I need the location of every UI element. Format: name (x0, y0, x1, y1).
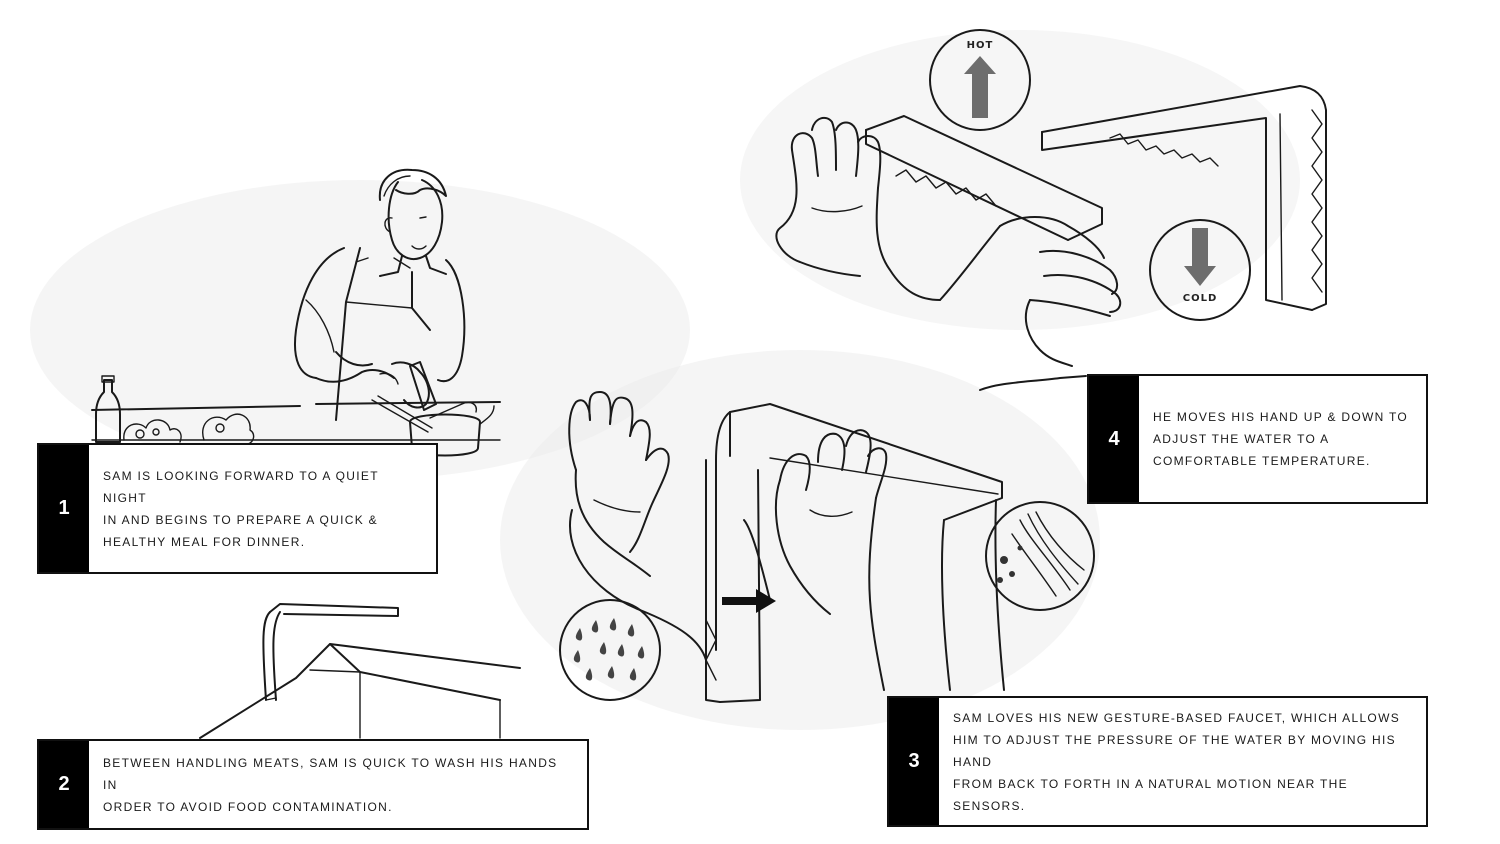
panel-number-4: 4 (1089, 376, 1139, 502)
caption-text-4-wrap (1139, 376, 1426, 502)
caption-panel-3 (887, 696, 1428, 827)
caption-text-3-wrap (939, 698, 1426, 825)
hot-label: HOT (966, 40, 994, 51)
caption-text-2-wrap (89, 741, 587, 828)
caption-panel-1 (37, 443, 438, 574)
caption-text-2: BETWEEN HANDLING MEATS, SAM IS QUICK TO WASH HIS HANDS IN ORDER TO AVOID FOOD CONTAMINATION. (103, 755, 558, 814)
panel-number-1: 1 (39, 445, 89, 572)
panel-number-2: 2 (39, 741, 89, 828)
caption-text-4: HE MOVES HIS HAND UP & DOWN TO ADJUST THE WATER TO A COMFORTABLE TEMPERATURE. (1153, 410, 1409, 468)
caption-text-3: SAM LOVES HIS NEW GESTURE-BASED FAUCET, WHICH ALLOWS HIM TO ADJUST THE PRESSURE OF THE WATER BY MOVING HIS HAND FROM BACK TO FORTH IN A NATURAL MOTION NEAR THE SENSORS. (953, 710, 1400, 813)
cold-label: COLD (1182, 293, 1218, 304)
caption-panel-2 (37, 739, 589, 830)
caption-text-1-wrap (89, 445, 436, 572)
panel-number-3: 3 (889, 698, 939, 825)
caption-panel-4 (1087, 374, 1428, 504)
caption-text-1: SAM IS LOOKING FORWARD TO A QUIET NIGHT IN AND BEGINS TO PREPARE A QUICK & HEALTHY MEAL FOR DINNER. (103, 468, 379, 549)
kitchen-sink-drawing (200, 604, 520, 738)
